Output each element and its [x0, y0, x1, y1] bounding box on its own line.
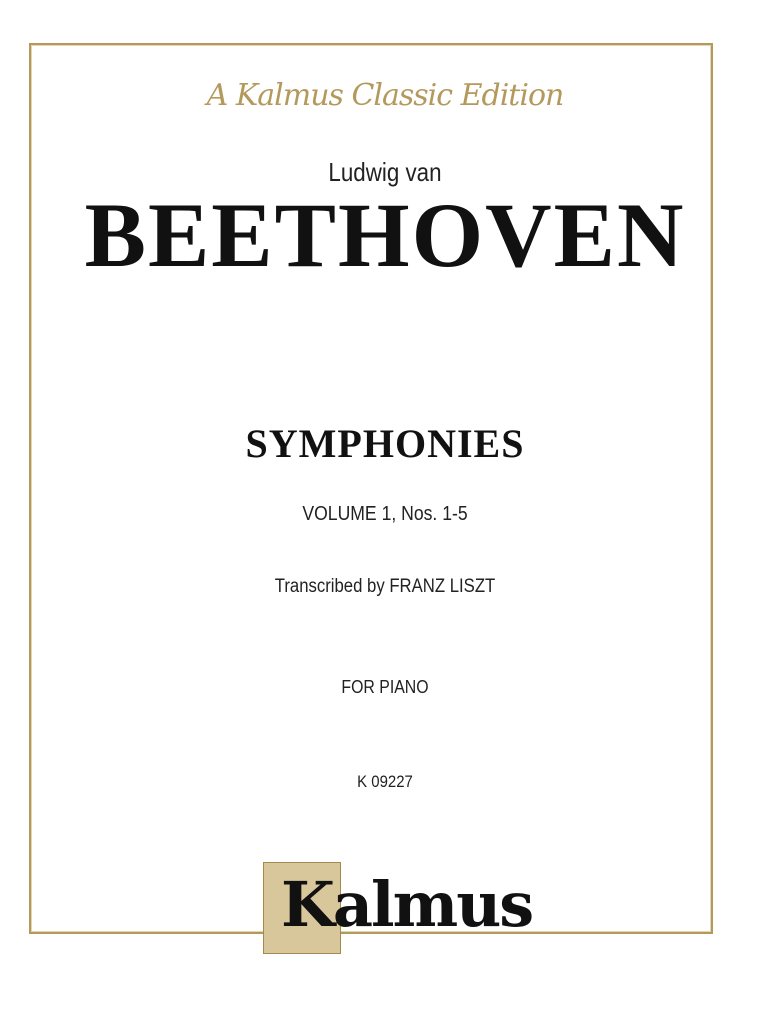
composer-last-name: BEETHOVEN	[84, 184, 686, 286]
volume-info: VOLUME 1, Nos. 1-5	[302, 503, 468, 525]
catalog-number: K 09227	[357, 772, 413, 791]
publisher-logo	[263, 862, 533, 954]
series-title: A Kalmus Classic Edition	[206, 78, 564, 113]
instrument-label: FOR PIANO	[341, 677, 429, 697]
publisher-logo-text: Kalmus	[281, 868, 533, 941]
work-title: SYMPHONIES	[245, 421, 525, 466]
arranger-credit: Transcribed by FRANZ LISZT	[274, 576, 496, 597]
composer-first-name: Ludwig van	[328, 157, 442, 187]
